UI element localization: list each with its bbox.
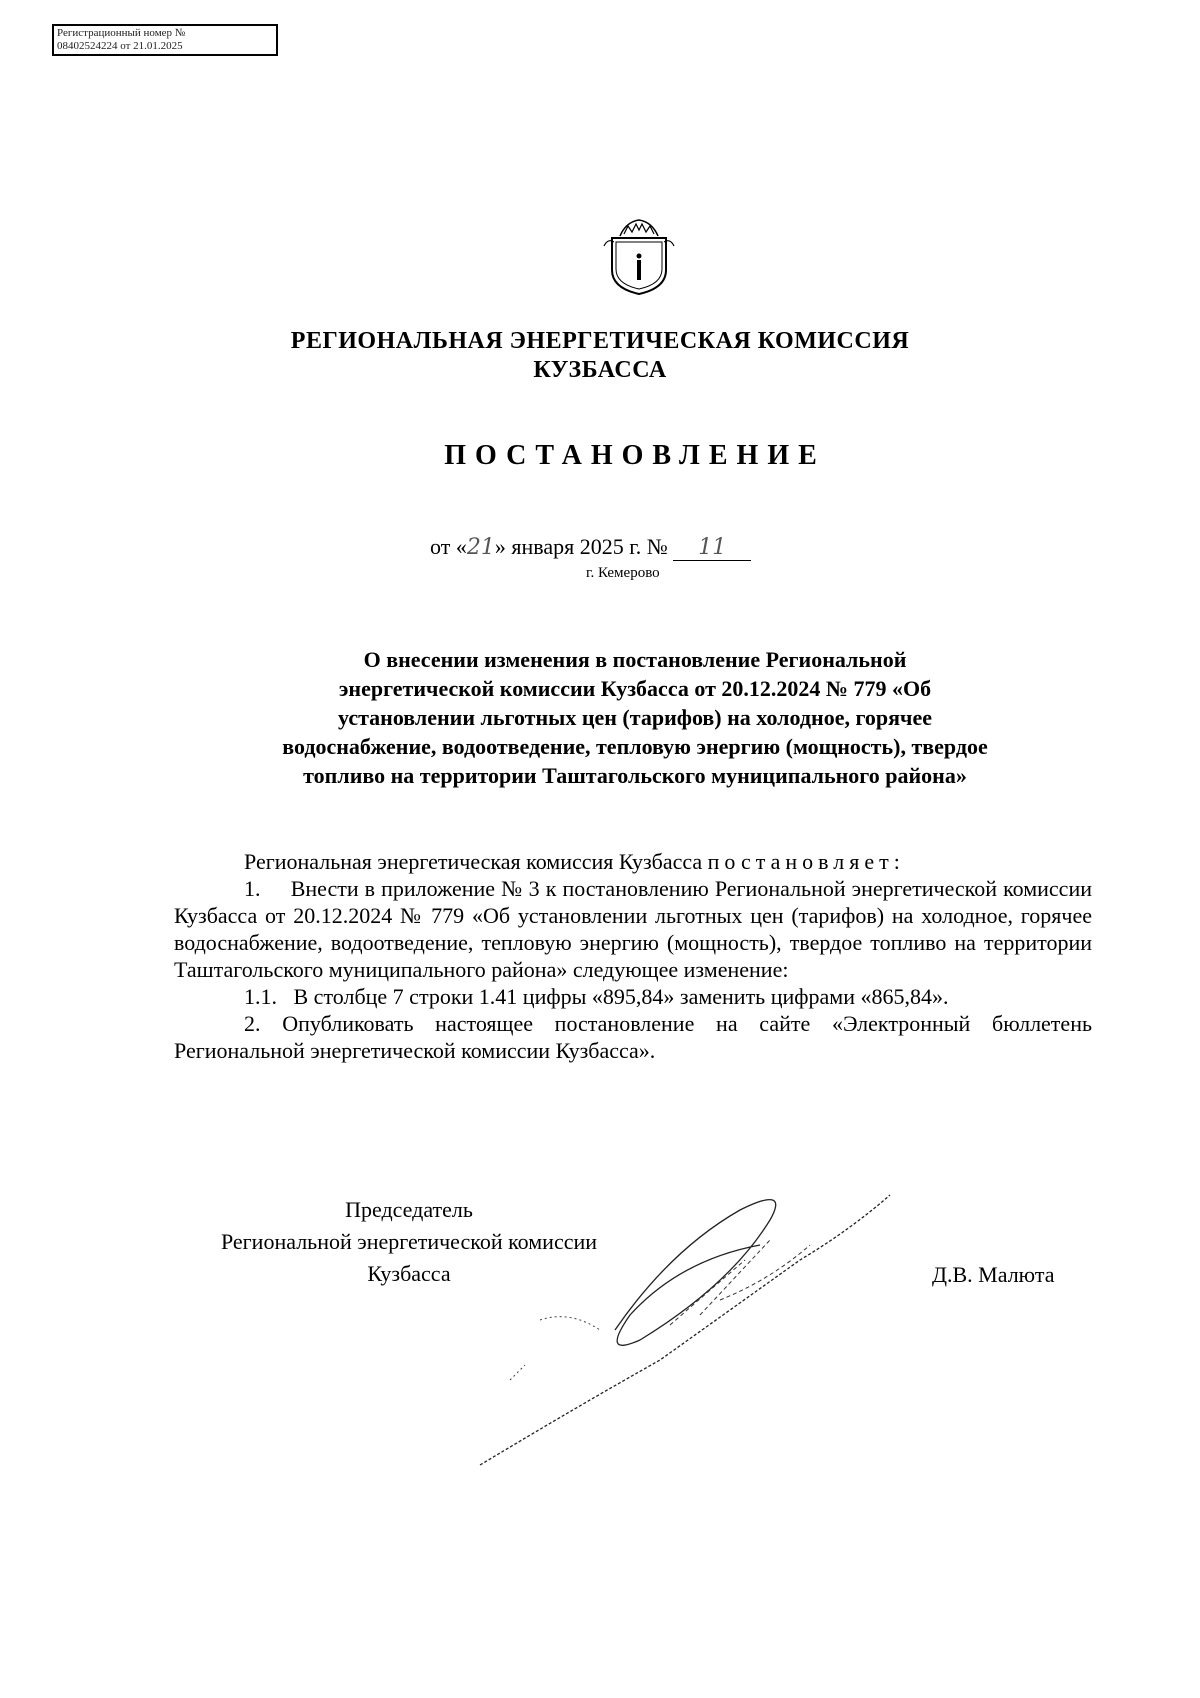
- registration-stamp: [52, 24, 278, 56]
- paragraph-2: 2. Опубликовать настоящее постановление на сайте «Электронный бюллетень Региональной энергетической комиссии Кузбасса».: [174, 1011, 1092, 1063]
- date-month-year: » января 2025 г. №: [494, 534, 668, 559]
- date-prefix: от «: [430, 534, 467, 559]
- intro-text: Региональная энергетическая комиссия Кузбасса: [244, 849, 703, 874]
- kuzbass-coat-of-arms-icon: [598, 216, 680, 296]
- organization-name-line2: КУЗБАССА: [533, 357, 667, 383]
- organization-name-line1: РЕГИОНАЛЬНАЯ ЭНЕРГЕТИЧЕСКАЯ КОМИССИЯ: [290, 328, 910, 354]
- title-line: топливо на территории Таштагольского муниципального района»: [303, 763, 967, 788]
- title-line: О внесении изменения в постановление Региональной: [363, 647, 907, 672]
- intro-paragraph: [174, 848, 1092, 875]
- paragraph-1: 1. Внести в приложение № 3 к постановлению Региональной энергетической комиссии Кузбасса от 20.12.2024 № 779 «Об установлении льготных цен (тарифов) на холодное, горячее водоснабжение, водоотведение, тепловую энергию (мощность), твердое топливо на территории Таштагольского муниципального района» следующее изменение:: [174, 876, 1092, 982]
- date-day: 21: [466, 535, 495, 560]
- city: г. Кемерово: [586, 565, 660, 581]
- signatory-region: Кузбасса: [367, 1261, 451, 1286]
- paragraph-1-1: 1.1. В столбце 7 строки 1.41 цифры «895,84» заменить цифрами «865,84».: [244, 984, 949, 1009]
- registration-label: Регистрационный номер №: [57, 27, 186, 39]
- date-line: [430, 534, 751, 561]
- title-line: энергетической комиссии Кузбасса от 20.12.2024 № 779 «Об: [338, 676, 932, 701]
- registration-number: 08402524224 от 21.01.2025: [57, 40, 183, 52]
- intro-verb: постановляет:: [707, 849, 905, 874]
- signatory-organization: Региональной энергетической комиссии: [220, 1229, 598, 1254]
- title-line: водоснабжение, водоотведение, тепловую энергию (мощность), твердое: [282, 734, 988, 759]
- body-text: [174, 848, 1092, 1064]
- document-number: 11: [673, 535, 751, 561]
- document-type: ПОСТАНОВЛЕНИЕ: [444, 440, 826, 471]
- title-line: установлении льготных цен (тарифов) на холодное, горячее: [338, 705, 932, 730]
- signatory-title: Председатель: [345, 1197, 473, 1222]
- signatory-name: Д.В. Малюта: [932, 1262, 1055, 1287]
- document-title: [150, 645, 1120, 790]
- handwritten-signature: [470, 1190, 930, 1480]
